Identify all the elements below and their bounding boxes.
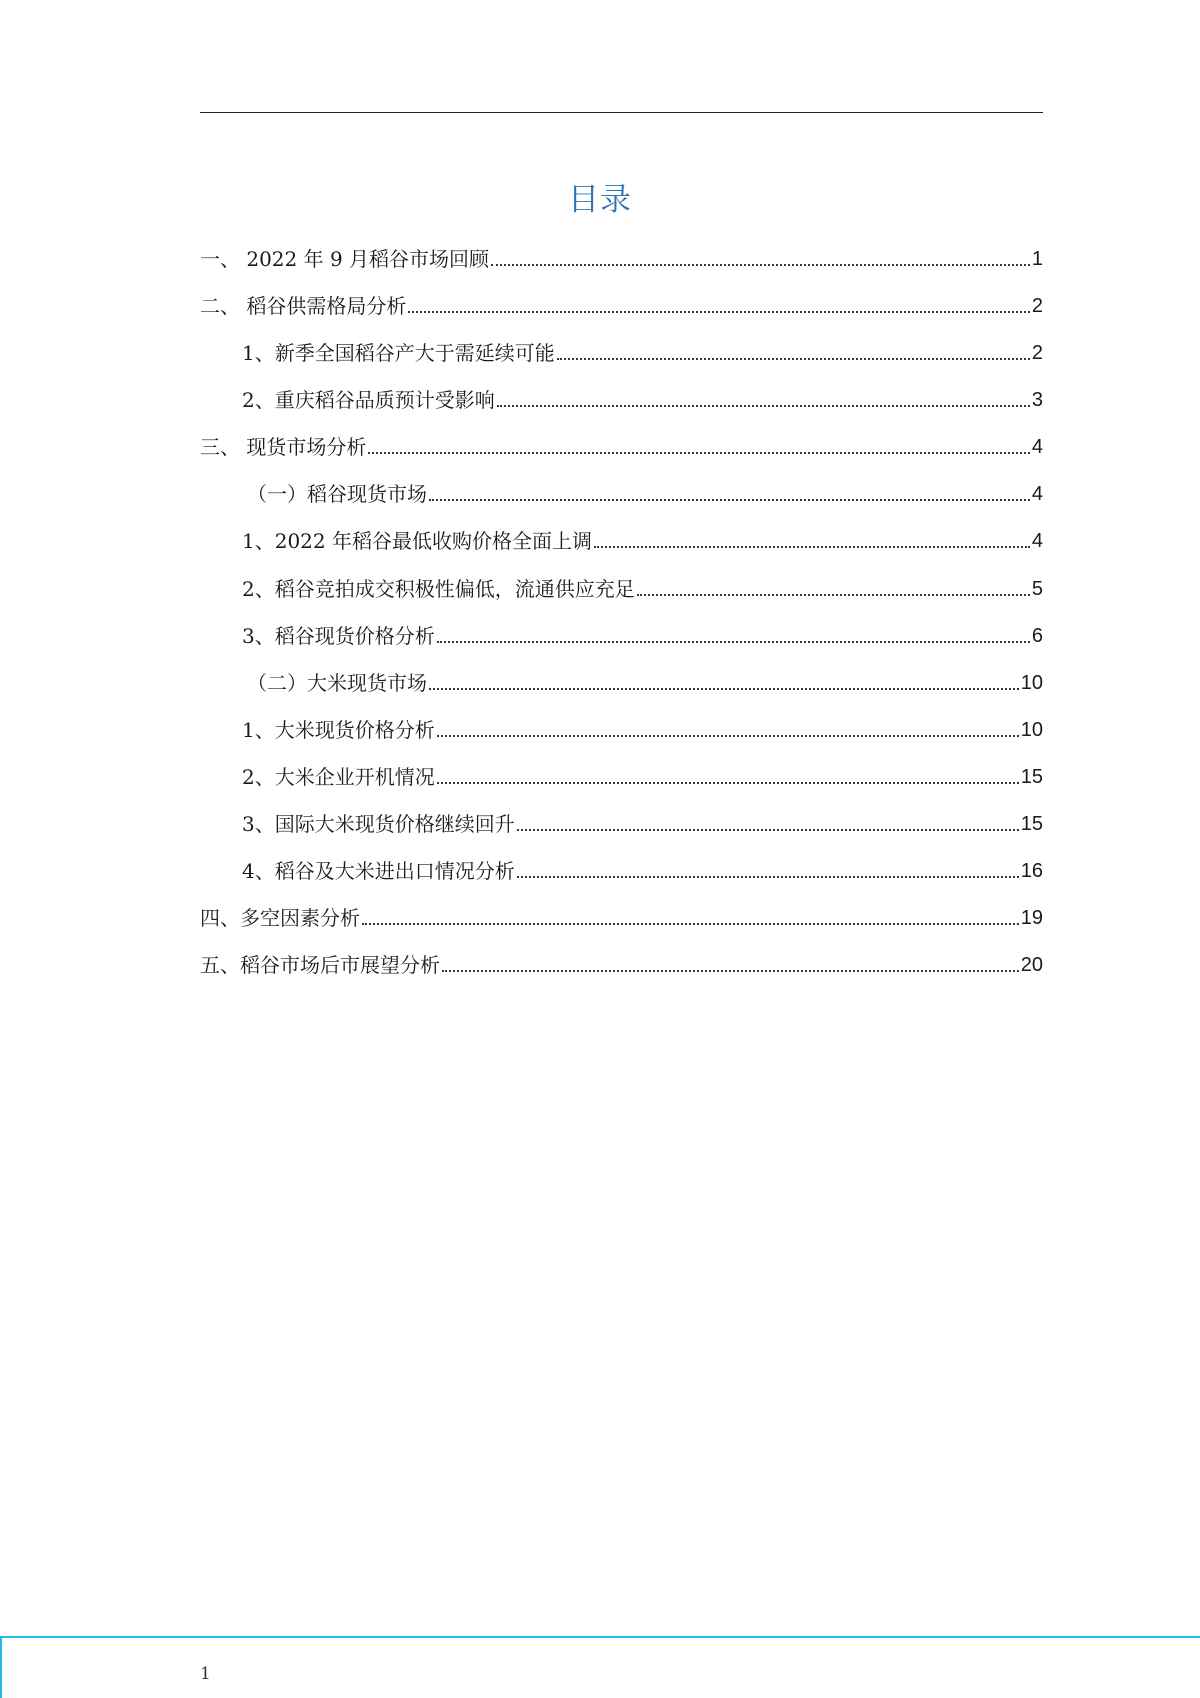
toc-entry-section-3-a-2[interactable] [200,565,1043,601]
toc-entry-page: 1 [1031,248,1043,270]
toc-entry-page: 10 [1020,719,1043,741]
toc-entry-section-2-1[interactable] [200,329,1043,365]
toc-entry-section-4[interactable] [200,894,1043,930]
toc-entry-section-3-a-3[interactable] [200,612,1043,648]
header-divider [200,112,1043,113]
toc-entry-label: （一）稻谷现货市场 [247,482,427,506]
toc-entry-section-3-a-1[interactable] [200,517,1043,553]
toc-dot-leader [408,311,1030,313]
toc-entry-page: 4 [1031,530,1043,552]
toc-dot-leader [437,735,1019,737]
toc-entry-label: （二）大米现货市场 [247,671,427,695]
toc-dot-leader [517,876,1019,878]
toc-entry-section-5[interactable] [200,941,1043,977]
toc-entry-page: 15 [1020,813,1043,835]
toc-dot-leader [517,829,1019,831]
toc-entry-section-3-b-4[interactable] [200,847,1043,883]
toc-dot-leader [437,641,1030,643]
toc-dot-leader [442,970,1019,972]
toc-dot-leader [594,546,1030,548]
toc-entry-label: 3、国际大米现货价格继续回升 [242,812,515,836]
toc-entry-label: 1、新季全国稻谷产大于需延续可能 [242,341,555,365]
toc-entry-label: 2、重庆稻谷品质预计受影响 [242,388,495,412]
toc-entry-section-3[interactable] [200,423,1043,459]
toc-dot-leader [637,594,1030,596]
toc-entry-page: 5 [1031,578,1043,600]
toc-entry-page: 15 [1020,766,1043,788]
toc-entry-section-3-a[interactable] [200,470,1043,506]
toc-entry-page: 20 [1020,954,1043,976]
toc-entry-section-2-2[interactable] [200,376,1043,412]
toc-title: 目录 [568,182,632,218]
toc-entry-section-3-b[interactable] [200,659,1043,695]
toc-entry-section-1[interactable] [200,235,1043,271]
toc-entry-section-3-b-3[interactable] [200,800,1043,836]
toc-entry-label: 五、稻谷市场后市展望分析 [200,953,440,977]
toc-entry-label: 2、大米企业开机情况 [242,765,435,789]
footer-divider-edge [0,1636,2,1698]
toc-entry-page: 2 [1031,342,1043,364]
toc-entry-page: 4 [1031,436,1043,458]
toc-entry-label: 一、 2022 年 9 月稻谷市场回顾 [200,247,490,271]
toc-entry-label: 二、 稻谷供需格局分析 [200,294,407,318]
toc-dot-leader [368,452,1030,454]
toc-dot-leader [429,499,1030,501]
toc-entry-page: 4 [1031,483,1043,505]
toc-entry-label: 1、大米现货价格分析 [242,718,435,742]
toc-entry-label: 3、稻谷现货价格分析 [242,624,435,648]
toc-entry-page: 3 [1031,389,1043,411]
toc-entry-section-2[interactable] [200,282,1043,318]
toc-entry-section-3-b-1[interactable] [200,706,1043,742]
toc-dot-leader [429,688,1019,690]
toc-dot-leader [437,782,1019,784]
toc-dot-leader [497,405,1030,407]
toc-entry-label: 四、多空因素分析 [200,906,360,930]
toc-entry-page: 10 [1020,672,1043,694]
toc-entry-label: 三、 现货市场分析 [200,435,367,459]
toc-entry-section-3-b-2[interactable] [200,753,1043,789]
page-number: 1 [200,1664,211,1684]
toc-entry-page: 2 [1031,295,1043,317]
toc-dot-leader [362,923,1019,925]
footer-divider [0,1636,1200,1638]
toc-entry-page: 6 [1031,625,1043,647]
toc-entry-page: 16 [1020,860,1043,882]
toc-entry-label: 4、稻谷及大米进出口情况分析 [242,859,515,883]
toc-dot-leader [557,358,1030,360]
toc-dot-leader [491,264,1030,266]
toc-entry-label: 2、稻谷竞拍成交积极性偏低，流通供应充足 [242,577,635,601]
toc-entry-page: 19 [1020,907,1043,929]
toc-entry-label: 1、2022 年稻谷最低收购价格全面上调 [242,529,592,553]
